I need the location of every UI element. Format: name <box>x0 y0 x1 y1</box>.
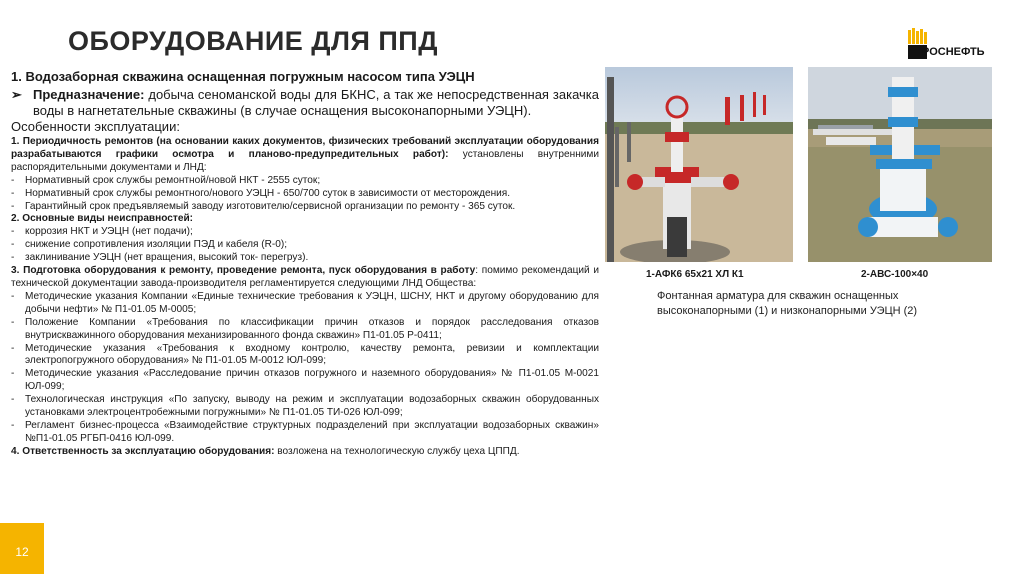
list-item: - Положение Компании «Требования по классификации причин отказов и порядок расследования отказов внутрискважинного оборудования механизированного фонда скважин» П1-01.05 Р-0411; <box>11 316 599 341</box>
list-item-text: Методические указания «Расследование причин отказов погружного и наземного оборудования» № П1-01.05 М-0021 ЮЛ-099; <box>25 368 599 393</box>
section-3-title: 3. Подготовка оборудования к ремонту, проведение ремонта, пуск оборудования в работу <box>11 265 476 277</box>
wellhead-photo-2 <box>808 67 992 262</box>
photo-1-caption: 1-АФК6 65х21 ХЛ К1 <box>646 269 744 280</box>
list-item-text: коррозия НКТ и УЭЦН (нет подачи); <box>25 226 193 238</box>
list-item-text: Гарантийный срок предъявляемый заводу изготовителю/сервисной организации по ремонту - 365 суток. <box>25 200 516 212</box>
list-item-text: заклинивание УЭЦН (нет вращения, высокий ток- перегруз). <box>25 252 309 264</box>
list-item: - Технологическая инструкция «По запуску, выводу на режим и эксплуатации водозаборных скважин оборудованных установками электроцентробежными погружными» № П1-01.05 ТИ-026 ЮЛ-099; <box>11 394 599 419</box>
list-item: - Гарантийный срок предъявляемый заводу изготовителю/сервисной организации по ремонту - 365 суток. <box>11 201 599 214</box>
list-item-text: Нормативный срок службы ремонтного/нового УЭЦН - 650/700 суток в зависимости от месторождения. <box>25 187 511 199</box>
section-3 <box>11 265 599 291</box>
purpose-label: Предназначение: <box>33 87 145 102</box>
list-item: - коррозия НКТ и УЭЦН (нет подачи); <box>11 226 599 239</box>
section-4-title: 4. Ответственность за эксплуатацию оборудования: <box>11 445 275 457</box>
page-number: 12 <box>15 545 29 559</box>
main-text <box>11 69 599 459</box>
list-item: - Методические указания «Требования к входному контролю, качеству ремонта, ревизии и комплектации электропогружного оборудования» № П1-01.05 М-0012 ЮЛ-099; <box>11 342 599 367</box>
logo-text: РОСНЕФТЬ <box>922 46 985 58</box>
purpose-text: добыча сеноманской воды для БКНС, а так же непосредственная закачка воды в нагнетательные скважины (в случае оснащения высоконапорными УЭЦН). <box>33 87 599 118</box>
wellhead-photo-1 <box>605 67 793 262</box>
photo-2-caption: 2-АВС-100×40 <box>861 269 929 280</box>
list-item-text: Методические указания «Требования к входному контролю, качеству ремонта, ревизии и комплектации электропогружного оборудования» № П1-01.05 М-0012 ЮЛ-099; <box>25 342 599 367</box>
purpose-block <box>11 87 599 118</box>
list-item: - снижение сопротивления изоляции ПЭД и кабеля (R-0); <box>11 239 599 252</box>
list-item: - Регламент бизнес-процесса «Взаимодействие структурных подразделений при эксплуатации водозаборных скважин» №П1-01.05 РГБП-0416 ЮЛ-099. <box>11 419 599 444</box>
section-1-text: установлены внутренними распорядительными документами и ЛНД: <box>11 148 600 173</box>
arrow-bullet-icon: ➢ <box>11 87 22 102</box>
list-item: - заклинивание УЭЦН (нет вращения, высокий ток- перегруз). <box>11 252 599 265</box>
list-item: - Нормативный срок службы ремонтного/нового УЭЦН - 650/700 суток в зависимости от месторождения. <box>11 188 599 201</box>
page-title: ОБОРУДОВАНИЕ ДЛЯ ППД <box>68 26 438 56</box>
photos-description: Фонтанная арматура для скважин оснащенных высоконапорными (1) и низконапорными УЭЦН (2) <box>657 290 918 317</box>
section-3-text: : помимо рекомендаций и технической документации завода-производителя регламентируется следующими ЛНД Общества: <box>11 265 599 289</box>
features-title: Особенности эксплуатации: <box>11 119 180 134</box>
list-item-text: Методические указания Компании «Единые технические требования к УЭЦН, ШСНУ, НКТ и другому оборудованию для добычи нефти» № П1-01.05 М-0005; <box>25 290 599 315</box>
list-item: - Методические указания «Расследование причин отказов погружного и наземного оборудования» № П1-01.05 М-0021 ЮЛ-099; <box>11 368 599 393</box>
list-item-text: снижение сопротивления изоляции ПЭД и кабеля (R-0); <box>25 239 288 251</box>
list-item: - Методические указания Компании «Единые технические требования к УЭЦН, ШСНУ, НКТ и другому оборудованию для добычи нефти» № П1-01.05 М-0005; <box>11 290 599 315</box>
section-1-title: 1. Периодичность ремонтов (на основании каких документов, физических требований эксплуатации оборудования разрабатываются графики осмотра и планово-предупредительных работ): <box>11 136 599 160</box>
list-item-text: Положение Компании «Требования по классификации причин отказов и порядок расследования отказов внутрискважинного оборудования механизированного фонда скважин» П1-01.05 Р-0411; <box>25 316 599 341</box>
section-heading: 1. Водозаборная скважина оснащенная погружным насосом типа УЭЦН <box>11 69 475 84</box>
section-2-title: 2. Основные виды неисправностей: <box>11 213 194 225</box>
list-item-text: Технологическая инструкция «По запуску, выводу на режим и эксплуатации водозаборных скважин оборудованных установками электроцентробежными погружными» № П1-01.05 ТИ-026 ЮЛ-099; <box>25 394 599 419</box>
list-item: - Нормативный срок службы ремонтной/новой НКТ - 2555 суток; <box>11 175 599 188</box>
list-item-text: Регламент бизнес-процесса «Взаимодействие структурных подразделений при эксплуатации водозаборных скважин» №П1-01.05 РГБП-0416 ЮЛ-099. <box>25 419 599 444</box>
section-1 <box>11 136 599 175</box>
list-item-text: Нормативный срок службы ремонтной/новой НКТ - 2555 суток; <box>25 174 321 186</box>
section-4 <box>11 446 599 459</box>
section-4-text: возложена на технологическую службу цеха ЦППД. <box>274 445 520 457</box>
